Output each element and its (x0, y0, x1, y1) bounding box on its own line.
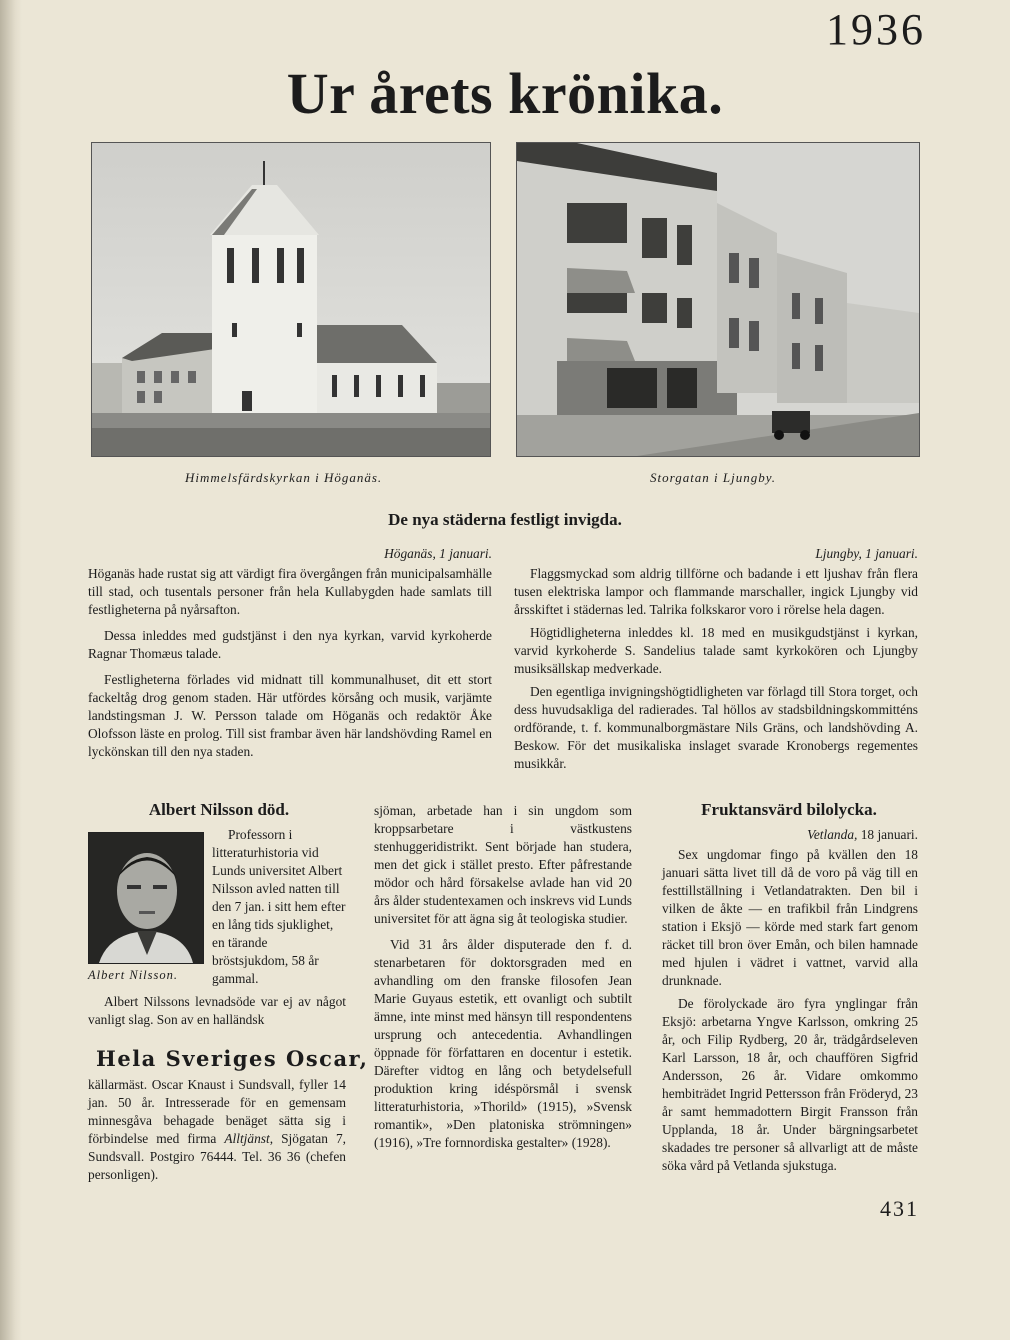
portrait-illustration (89, 833, 203, 963)
nilsson-tail-text: Albert Nilssons levnadsöde var ej av något vanligt slag. Son av en halländsk (88, 994, 346, 1027)
hoganas-article (88, 545, 492, 766)
nilsson-article (88, 826, 346, 1034)
nilsson-portrait (88, 832, 204, 964)
festival-heading: De nya städerna festligt invigda. (388, 510, 622, 529)
oscar-notice-text (88, 1076, 346, 1184)
ljungby-paragraph: Flaggsmyckad som aldrig tillförne och badande i ett ljushav från flera tusen elektriska lampor och flammande marschaller, ingick Ljungby vid årsskiftet i städernas led. Talrika folkskaror voro i rörelse hela dagen. (514, 566, 918, 617)
accident-article (662, 826, 918, 1180)
oscar-heading: Hela Sveriges Oscar, (96, 1046, 369, 1071)
street-photo-caption: Storgatan i Ljungby. (650, 470, 777, 485)
nilsson-portrait-block (88, 832, 204, 984)
accident-place: Vetlanda, (807, 827, 858, 842)
page-title: Ur årets krönika. (286, 61, 724, 126)
accident-heading: Fruktansvärd bilolycka. (701, 800, 877, 819)
book-spine-shadow (0, 0, 22, 1340)
church-photo-caption: Himmelsfärdskyrkan i Höganäs. (185, 470, 383, 485)
ljungby-paragraph: Högtidligheterna inleddes kl. 18 med en musikgudstjänst i kyrkan, varvid kyrkoherde S. Sandelius talade samt kyrkokören och Ljungby musiksällskap medverkade. (514, 625, 918, 676)
page-number: 431 (880, 1196, 919, 1221)
street-photo (516, 142, 920, 457)
ljungby-paragraph: Den egentliga invigningshögtidligheten var förlagd till Stora torget, och dess huvudsakliga del radierades. Tal höllos av stadsbildningskommitténs ordförande, t. f. kommunalborgmästare Nils Gräns, och landshövding A. Beskow. För det musikaliska inslaget svarade Kronobergs regementes musikkår. (514, 684, 918, 771)
nilsson-portrait-caption: Albert Nilsson. (88, 968, 179, 982)
accident-paragraph: De förolyckade äro fyra ynglingar från Eksjö: arbetarna Yngve Karlsson, omkring 25 år, och Filip Rydberg, 20 år, trädgårdseleven Karl Larsson, 18 år, och chauffören Sigfrid Andersson, 26 år. Vidare omkommo hembiträdet Ingrid Pettersson från Fröderyd, 23 år samt hemmadottern Birgit Fransson från Upplanda, 18 år. Under bärgningsarbetet skadades tre personer så allvarligt att de måste söka vård på Vetlanda sjukstuga. (662, 996, 918, 1173)
oscar-notice (88, 1076, 346, 1189)
hoganas-paragraph: Dessa inleddes med gudstjänst i den nya kyrkan, varvid kyrkoherde Ragnar Thomæus talade. (88, 628, 492, 661)
oscar-text-after: , Sjögatan 7, Sundsvall. Postgiro 76444. Tel. 36 36 (chefen personligen). (88, 1131, 346, 1182)
ljungby-article (514, 545, 918, 778)
accident-paragraph: Sex ungdomar fingo på kvällen den 18 januari sätta livet till då de voro på väg till en festtillställning i Vetlandatrakten. Den bil i vilken de åkte — en trafikbil från Lindgrens station i Eksjö — körde med stark fart genom räcket till bron över Emån, och bilen hamnade med hjulen i vädret i vattnet, varvid alla drunknade. (662, 847, 918, 988)
nilsson-continued-paragraph: sjöman, arbetade han i sin ungdom som kroppsarbetare i västkustens stenhuggeridistrikt. Sent började han studera, men det gick i stället presto. Efter påfrestande mödor och hård försakelse avlade han vid 20 års ålder studentexamen och inskrevs vid Lunds universitet för att ägna sig åt teologiska studier. (374, 803, 632, 926)
oscar-text-before: källarmäst. Oscar Knaust i Sundsvall, fyller 14 jan. 50 år. Intresserade för en gemensam minnesgåva behagade benäget sätta sig i förbindelse med firma (88, 1077, 346, 1146)
street-photo-illustration (517, 143, 919, 456)
church-photo (91, 142, 491, 457)
nilsson-continued (374, 802, 632, 1157)
hoganas-dateline: Höganäs, 1 januari. (384, 546, 492, 561)
church-photo-illustration (92, 143, 490, 456)
accident-date: 18 januari. (857, 827, 918, 842)
hoganas-paragraph: Festligheterna förlades vid midnatt till kommunalhuset, dit ett stort fackeltåg drog genom staden. Här utfördes körsång och musik, varjämte landstingsman J. W. Persson talade om Höganäs och redaktör Åke Olofsson läste en prolog. Till sist frambar även här landshövding Ramel en lyckönskan till den nya staden. (88, 672, 492, 759)
nilsson-continued-paragraph: Vid 31 års ålder disputerade den f. d. stenarbetaren för doktorsgraden med en avhandling om den franske filosofen Jean Marie Guyaus estetik, ett ovanligt och subtilt ämne, inte minst med hänsyn till respondentens ursprung och antecedentia. Avhandlingen öppnade för författaren en docentur i estetik. Därefter vidtog en lång och betydelsefull produktion kring idéspörsmål i svensk litteraturhistoria, »Thorild» (1915), »Svensk romantik», »Den platoniska strömningen» (1916), »Tre fornnordiska gestalter» (1928). (374, 937, 632, 1150)
year-label: 1936 (826, 5, 926, 54)
nilsson-heading: Albert Nilsson död. (148, 800, 290, 819)
ljungby-dateline: Ljungby, 1 januari. (815, 546, 918, 561)
nilsson-wrap-text: Professorn i litteraturhistoria vid Lunds universitet Albert Nilsson avled natten till den 7 jan. i sitt hem efter en lång tids sjuklighet, en tärande bröstsjukdom, 58 år gammal. (212, 827, 346, 986)
oscar-firm-name: Alltjänst (224, 1131, 270, 1146)
hoganas-paragraph: Höganäs hade rustat sig att värdigt fira övergången från municipalsamhälle till stad, och tusentals personer från hela Kullabygden hade samlats till festligheterna på nyårsafton. (88, 566, 492, 617)
accident-dateline (662, 826, 918, 844)
